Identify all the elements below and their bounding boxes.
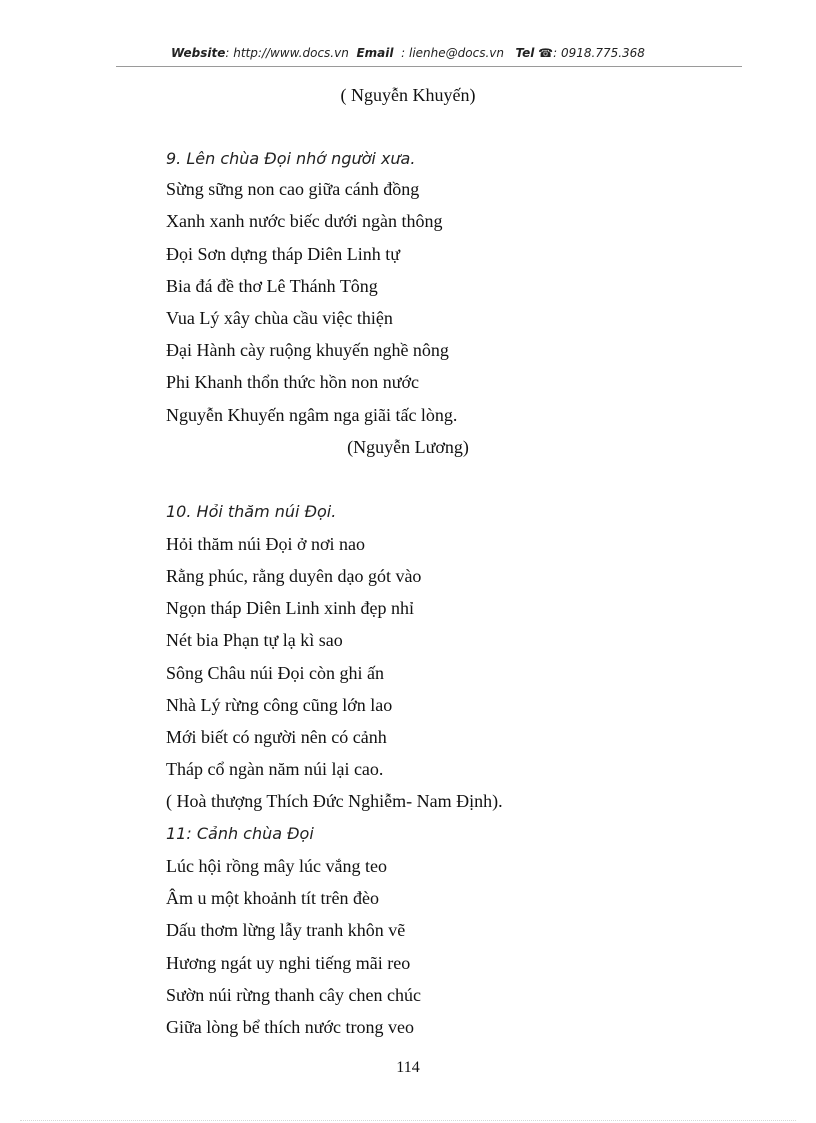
poem-line: Sừng sững non cao giữa cánh đồng [166, 179, 420, 199]
poem-9-author: (Nguyễn Lương) [347, 437, 469, 457]
poem-line: Nguyễn Khuyến ngâm nga giãi tấc lòng. [166, 405, 458, 425]
poem-line: Nhà Lý rừng công cũng lớn lao [166, 695, 393, 715]
poem-line: Phi Khanh thổn thức hồn non nước [166, 372, 420, 392]
author-attribution-top: ( Nguyễn Khuyến) [340, 85, 476, 105]
poem-line: Dấu thơm lừng lẫy tranh khôn vẽ [166, 920, 406, 940]
poem-line: Hỏi thăm núi Đọi ở nơi nao [166, 534, 366, 554]
poem-line: Sông Châu núi Đọi còn ghi ấn [166, 663, 384, 683]
poem-line: Giữa lòng bể thích nước trong veo [166, 1017, 414, 1037]
website-label: Website [171, 46, 226, 60]
poem-line: Bia đá đề thơ Lê Thánh Tông [166, 276, 378, 296]
poem-line: Hương ngát uy nghi tiếng mãi reo [166, 953, 411, 973]
poem-line: Tháp cổ ngàn năm núi lại cao. [166, 759, 384, 779]
tel-value: : 0918.775.368 [553, 46, 645, 60]
poem-10-author: ( Hoà thượng Thích Đức Nghiễm- Nam Định). [166, 791, 503, 811]
poem-line: Đại Hành cày ruộng khuyến nghề nông [166, 340, 449, 360]
page-header [0, 46, 816, 60]
poem-line: Lúc hội rồng mây lúc vắng teo [166, 856, 387, 876]
poem-11-title: 11: Cảnh chùa Đọi [166, 824, 314, 843]
poem-10-title: 10. Hỏi thăm núi Đọi. [166, 502, 337, 521]
poem-line: Âm u một khoảnh tít trên đèo [166, 888, 379, 908]
poem-line: Ngọn tháp Diên Linh xinh đẹp nhỉ [166, 598, 414, 618]
website-value: : http://www.docs.vn [225, 46, 349, 60]
header-divider [116, 66, 742, 67]
poem-line: Đọi Sơn dựng tháp Diên Linh tự [166, 244, 401, 264]
poem-9-title: 9. Lên chùa Đọi nhớ người xưa. [166, 149, 416, 168]
poem-line: Sườn núi rừng thanh cây chen chúc [166, 985, 421, 1005]
email-value: : lienhe@docs.vn [401, 46, 504, 60]
poem-line: Mới biết có người nên có cảnh [166, 727, 387, 747]
tel-label: Tel [515, 46, 535, 60]
poem-line: Vua Lý xây chùa cầu việc thiện [166, 308, 393, 328]
email-label: Email [356, 46, 394, 60]
page-bottom-border [20, 1120, 796, 1121]
telephone-icon: ☎ [538, 46, 554, 60]
poem-line: Xanh xanh nước biếc dưới ngàn thông [166, 211, 443, 231]
poem-line: Rằng phúc, rằng duyên dạo gót vào [166, 566, 422, 586]
poem-line: Nét bia Phạn tự lạ kì sao [166, 630, 343, 650]
page-number: 114 [396, 1059, 420, 1076]
